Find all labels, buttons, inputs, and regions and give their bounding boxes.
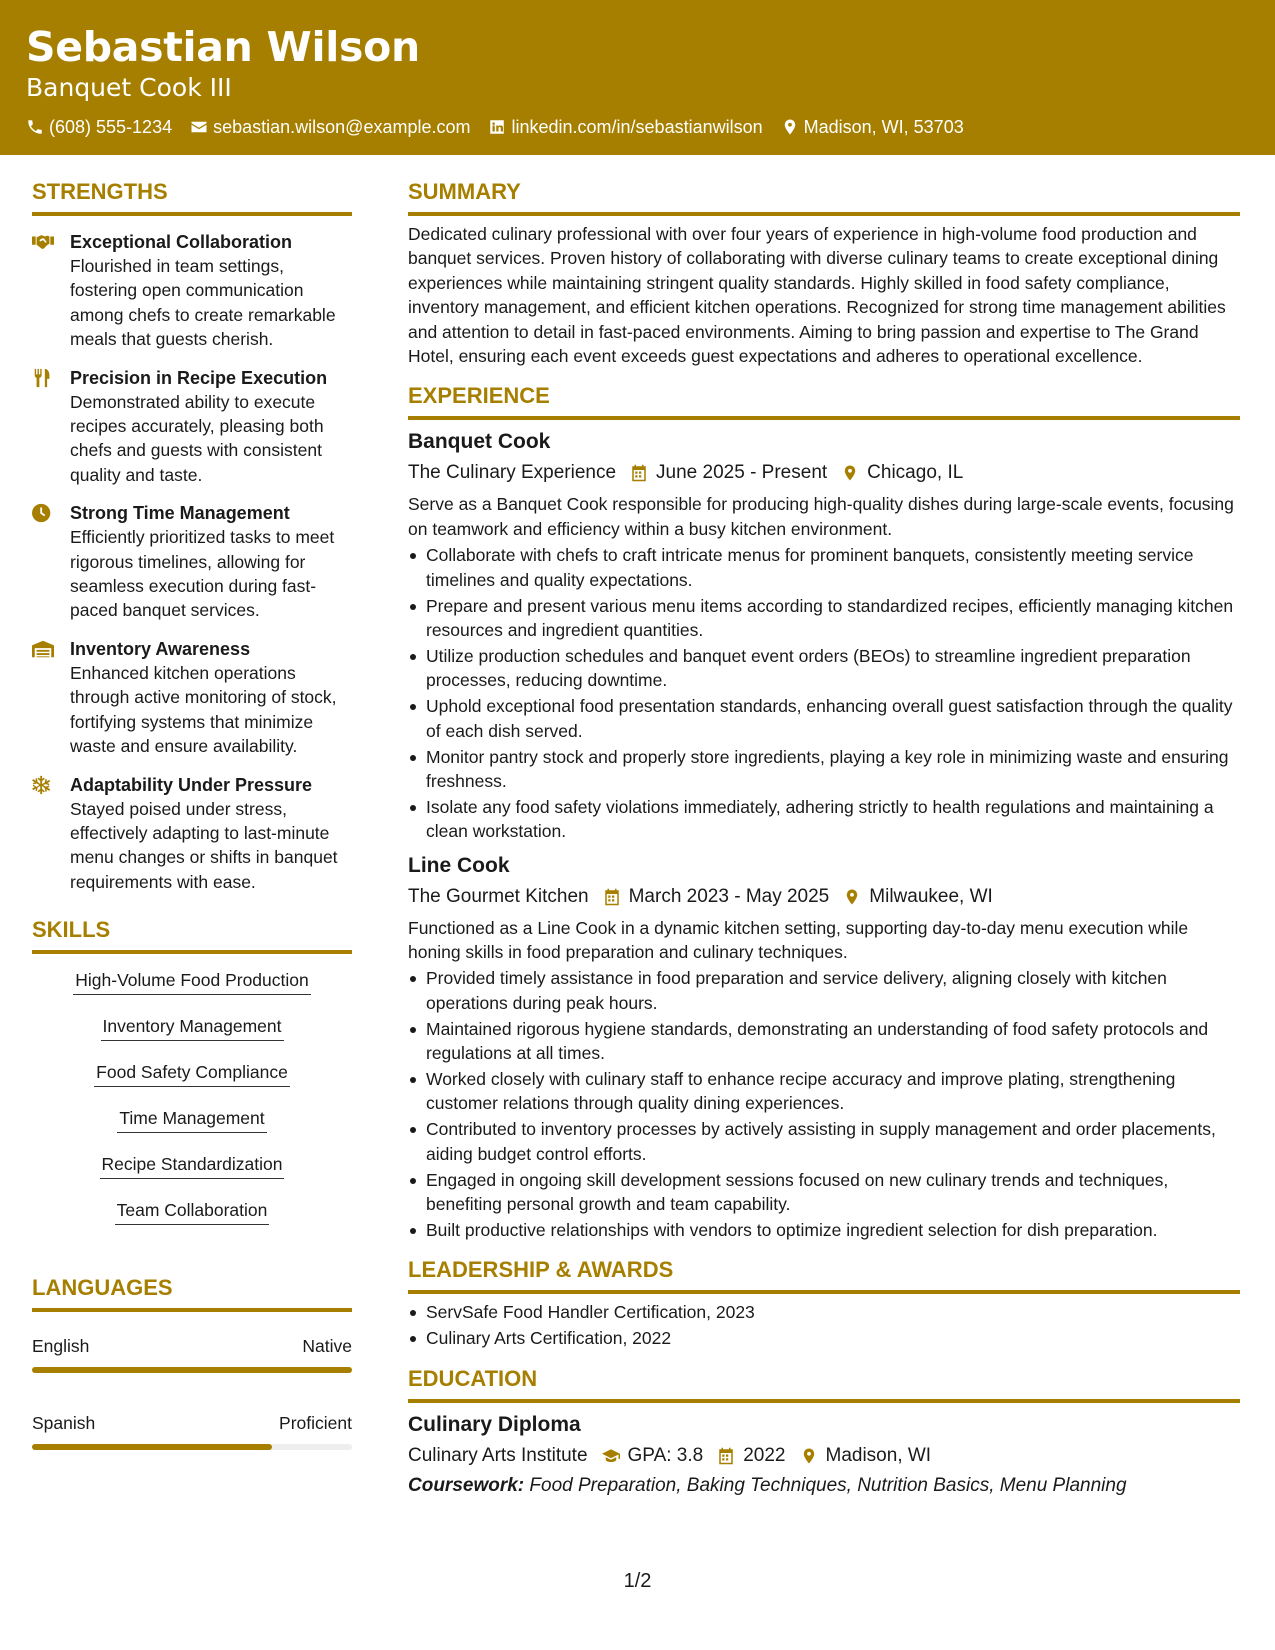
- job-title: Line Cook: [408, 853, 510, 877]
- section-divider: [408, 1290, 1240, 1294]
- language-item: [32, 1411, 352, 1450]
- skill-tag: Team Collaboration: [115, 1194, 270, 1225]
- job-meta: [408, 460, 1240, 486]
- strength-description: Demonstrated ability to execute recipes accurately, pleasing both chefs and guests with consistent quality and taste.: [70, 391, 324, 485]
- job-location: Milwaukee, WI: [869, 885, 993, 907]
- linkedin-text[interactable]: linkedin.com/in/sebastianwilson: [511, 117, 763, 137]
- list-item: Isolate any food safety violations immediately, adhering strictly to health regulations and maintaining a clean workstation.: [408, 795, 1240, 844]
- section-divider: [32, 212, 352, 216]
- strength-title: Exceptional Collaboration: [70, 232, 293, 252]
- coursework-label: Coursework:: [408, 1474, 525, 1496]
- list-item: Collaborate with chefs to craft intricate menus for prominent banquets, consistently meeting service timelines and quality expectations.: [408, 543, 1240, 592]
- skill-tag: High-Volume Food Production: [73, 964, 310, 995]
- warehouse-icon: [32, 639, 54, 659]
- experience-heading: EXPERIENCE: [408, 383, 550, 409]
- left-column: [32, 178, 352, 1450]
- linkedin-icon: [488, 118, 506, 136]
- summary-text: Dedicated culinary professional with over four years of experience in high-volume food production and banquet services. Proven history of collaborating with diverse culinary teams to create exceptional dining experiences while maintaining stringent quality standards. Highly skilled in food safety compliance, inventory management, and efficient kitchen operations. Recognized for strong time management abilities and attention to detail in fast-paced environments. Aiming to bring passion and expertise to The Grand Hotel, ensuring each event exceeds guest expectations and adheres to operational excellence.: [408, 224, 1226, 367]
- contact-phone: [26, 116, 172, 138]
- education-heading: EDUCATION: [408, 1365, 538, 1391]
- candidate-title: Banquet Cook III: [26, 73, 232, 102]
- summary-heading: SUMMARY: [408, 179, 521, 204]
- education-meta: [408, 1443, 1240, 1469]
- list-item: Engaged in ongoing skill development sessions focused on new culinary trends and techniques, benefiting personal growth and team capability.: [408, 1168, 1240, 1217]
- strength-item: [32, 637, 352, 759]
- job-entry: [408, 852, 1240, 1243]
- clock-icon: [32, 503, 54, 523]
- location-text: Madison, WI, 53703: [803, 117, 964, 137]
- handshake-icon: [32, 232, 54, 252]
- job-meta: [408, 884, 1240, 910]
- map-pin-icon: [841, 464, 859, 482]
- list-item: Prepare and present various menu items according to standardized recipes, efficiently managing kitchen resources and ingredient quantities.: [408, 594, 1240, 643]
- skill-tag: Recipe Standardization: [100, 1148, 285, 1179]
- section-divider: [408, 416, 1240, 420]
- utensils-icon: [32, 368, 54, 388]
- awards-list: [408, 1300, 1240, 1350]
- language-level: Native: [302, 1336, 352, 1357]
- map-pin-icon: [800, 1447, 818, 1465]
- strength-description: Enhanced kitchen operations through active monitoring of stock, fortifying systems that minimize waste and ensure availability.: [70, 662, 337, 757]
- resume-header: [0, 0, 1275, 155]
- language-proficiency-bar: [32, 1444, 352, 1450]
- phone-icon: [26, 118, 44, 136]
- contact-bar: [26, 116, 1249, 138]
- school-name: Culinary Arts Institute: [408, 1444, 588, 1466]
- job-bullets: [408, 966, 1240, 1242]
- coursework: [408, 1473, 1240, 1499]
- strength-title: Adaptability Under Pressure: [70, 774, 313, 795]
- language-name: Spanish: [32, 1413, 96, 1434]
- list-item: Monitor pantry stock and properly store ingredients, playing a key role in minimizing waste and ensuring freshness.: [408, 745, 1240, 794]
- contact-linkedin[interactable]: [488, 116, 762, 138]
- language-proficiency-bar: [32, 1367, 352, 1373]
- contact-email[interactable]: [190, 116, 470, 138]
- strength-description: Stayed poised under stress, effectively adapting to last-minute menu changes or shifts in banquet requirements with ease.: [70, 798, 338, 892]
- job-bullets: [408, 543, 1240, 843]
- list-item: Culinary Arts Certification, 2022: [408, 1326, 1240, 1350]
- contact-location: [781, 116, 964, 138]
- calendar-icon: [603, 888, 621, 906]
- list-item: Provided timely assistance in food preparation and service delivery, aligning closely with kitchen operations during peak hours.: [408, 966, 1240, 1015]
- list-item: Maintained rigorous hygiene standards, demonstrating an understanding of food safety protocols and regulations at all times.: [408, 1017, 1240, 1066]
- coursework-list: Food Preparation, Baking Techniques, Nutrition Basics, Menu Planning: [529, 1474, 1127, 1496]
- phone-text: (608) 555-1234: [49, 117, 173, 137]
- job-location: Chicago, IL: [867, 462, 964, 484]
- languages-heading: LANGUAGES: [32, 1275, 173, 1301]
- job-description: Functioned as a Line Cook in a dynamic kitchen setting, supporting day-to-day menu execution while honing skills in food preparation and culinary techniques.: [408, 917, 1189, 963]
- email-text[interactable]: sebastian.wilson@example.com: [213, 117, 471, 137]
- strength-item: [32, 501, 352, 623]
- strength-title: Strong Time Management: [70, 503, 290, 524]
- section-divider: [32, 950, 352, 954]
- right-column: [408, 178, 1240, 1499]
- job-company: The Gourmet Kitchen: [408, 885, 589, 907]
- job-title: Banquet Cook: [408, 430, 551, 454]
- degree-title: Culinary Diploma: [408, 1412, 581, 1436]
- graduation-cap-icon: [602, 1447, 620, 1465]
- list-item: Worked closely with culinary staff to enhance recipe accuracy and improve plating, strengthening customer relations through quality dining experiences.: [408, 1067, 1240, 1116]
- calendar-icon: [717, 1447, 735, 1465]
- skill-tag: Food Safety Compliance: [94, 1056, 290, 1087]
- job-description: Serve as a Banquet Cook responsible for producing high-quality dishes during large-scale events, focusing on teamwork and efficiency within a busy kitchen environment.: [408, 494, 1234, 539]
- job-dates: March 2023 - May 2025: [628, 885, 830, 907]
- gpa: GPA: 3.8: [627, 1444, 704, 1466]
- skills-heading: SKILLS: [32, 917, 111, 943]
- snowflake-icon: [32, 775, 54, 795]
- language-name: English: [32, 1336, 90, 1357]
- section-divider: [408, 1399, 1240, 1403]
- language-item: [32, 1334, 352, 1373]
- section-divider: [408, 212, 1240, 216]
- strength-title: Precision in Recipe Execution: [70, 367, 328, 388]
- list-item: Utilize production schedules and banquet event orders (BEOs) to streamline ingredient preparation processes, reducing downtime.: [408, 644, 1240, 693]
- list-item: ServSafe Food Handler Certification, 2023: [408, 1300, 1240, 1324]
- map-pin-icon: [843, 888, 861, 906]
- calendar-icon: [630, 464, 648, 482]
- strengths-heading: STRENGTHS: [32, 179, 168, 204]
- candidate-name: Sebastian Wilson: [26, 23, 420, 71]
- language-proficiency-fill: [32, 1444, 272, 1450]
- page-number: 1/2: [623, 1570, 652, 1592]
- list-item: Uphold exceptional food presentation standards, enhancing overall guest satisfaction through the quality of each dish served.: [408, 694, 1240, 743]
- skill-tag: Time Management: [117, 1102, 266, 1133]
- job-company: The Culinary Experience: [408, 462, 617, 484]
- strength-item: [32, 366, 352, 488]
- strength-description: Efficiently prioritized tasks to meet rigorous timelines, allowing for seamless execution during fast-paced banquet services.: [70, 527, 335, 621]
- strength-item: [32, 773, 352, 895]
- school-location: Madison, WI: [825, 1444, 932, 1466]
- skill-tag: Inventory Management: [101, 1010, 284, 1041]
- awards-heading: LEADERSHIP & AWARDS: [408, 1257, 674, 1283]
- language-level: Proficient: [279, 1413, 352, 1434]
- language-proficiency-fill: [32, 1367, 352, 1373]
- job-entry: [408, 428, 1240, 843]
- list-item: Contributed to inventory processes by actively assisting in supply management and order placements, aiding budget control efforts.: [408, 1117, 1240, 1166]
- job-dates: June 2025 - Present: [656, 462, 828, 484]
- graduation-year: 2022: [743, 1444, 786, 1466]
- skills-list: [32, 964, 352, 1240]
- list-item: Built productive relationships with vendors to optimize ingredient selection for dish preparation.: [408, 1218, 1240, 1242]
- map-pin-icon: [781, 118, 799, 136]
- strength-description: Flourished in team settings, fostering open communication among chefs to create remarkable meals that guests cherish.: [70, 256, 336, 350]
- strength-title: Inventory Awareness: [70, 638, 251, 659]
- strength-item: [32, 230, 352, 352]
- section-divider: [32, 1308, 352, 1312]
- envelope-icon: [190, 118, 208, 136]
